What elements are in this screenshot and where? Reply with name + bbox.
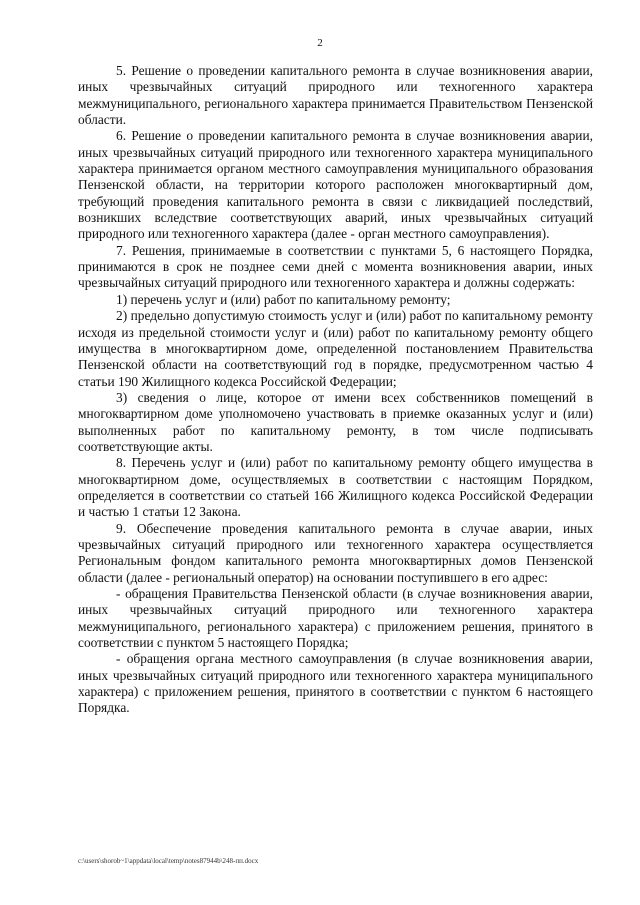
list-item-3: 3) сведения о лице, которое от имени всех собственников помещений в многоквартирном доме уполномочено участвовать в приемке оказанных услуг и (или) выполненных работ по капитальному ремонту, в том числе подписывать соответствующие акты.: [78, 389, 593, 454]
document-body: [78, 63, 593, 717]
page-number: 2: [317, 37, 323, 49]
paragraph-8: 8. Перечень услуг и (или) работ по капитальному ремонту общего имущества в многоквартирном доме, осуществляемых в соответствии с настоящим Порядком, определяется в соответствии со статьей 166 Жилищного кодекса Российской Федерации и частью 1 статьи 12 Закона.: [78, 455, 593, 520]
paragraph-7: 7. Решения, принимаемые в соответствии с пунктами 5, 6 настоящего Порядка, принимаются в срок не позднее семи дней с момента возникновения аварии, иных чрезвычайных ситуаций природного или техногенного характера и должны содержать:: [78, 242, 593, 291]
file-path-footer: c:\users\shorob~1\appdata\local\temp\notes87944b\248-пп.docx: [78, 857, 259, 865]
paragraph-6: 6. Решение о проведении капитального ремонта в случае возникновения аварии, иных чрезвычайных ситуаций природного или техногенного характера муниципального характера принимается органом местного самоуправления муниципального образования Пензенской области, на территории которого расположен многоквартирный дом, требующий проведения капитального ремонта в связи с ликвидацией последствий, возникших вследствие соответствующих аварий, иных чрезвычайных ситуаций природного или техногенного характера (далее - орган местного самоуправления).: [78, 128, 593, 242]
dash-item-1: - обращения Правительства Пензенской области (в случае возникновения аварии, иных чрезвычайных ситуаций природного или техногенного характера межмуниципального, регионального характера) с приложением решения, принятого в соответствии с пунктом 5 настоящего Порядка;: [78, 586, 593, 651]
paragraph-5: 5. Решение о проведении капитального ремонта в случае возникновения аварии, иных чрезвычайных ситуаций природного или техногенного характера межмуниципального, регионального характера принимается Правительством Пензенской области.: [78, 63, 593, 128]
list-item-2: 2) предельно допустимую стоимость услуг и (или) работ по капитальному ремонту исходя из предельной стоимости услуг и (или) работ по капитальному ремонту общего имущества в многоквартирном доме, определенной постановлением Правительства Пензенской области на соответствующий год в порядке, предусмотренном частью 4 статьи 190 Жилищного кодекса Российской Федерации;: [78, 308, 593, 389]
dash-item-2: - обращения органа местного самоуправления (в случае возникновения аварии, иных чрезвычайных ситуаций природного или техногенного характера муниципального характера) с приложением решения, принятого в соответствии с пунктом 6 настоящего Порядка.: [78, 651, 593, 716]
paragraph-9: 9. Обеспечение проведения капитального ремонта в случае аварии, иных чрезвычайных ситуаций природного или техногенного характера осуществляется Региональным фондом капитального ремонта многоквартирных домов Пензенской области (далее - региональный оператор) на основании поступившего в его адрес:: [78, 520, 593, 585]
list-item-1: 1) перечень услуг и (или) работ по капитальному ремонту;: [116, 291, 451, 307]
